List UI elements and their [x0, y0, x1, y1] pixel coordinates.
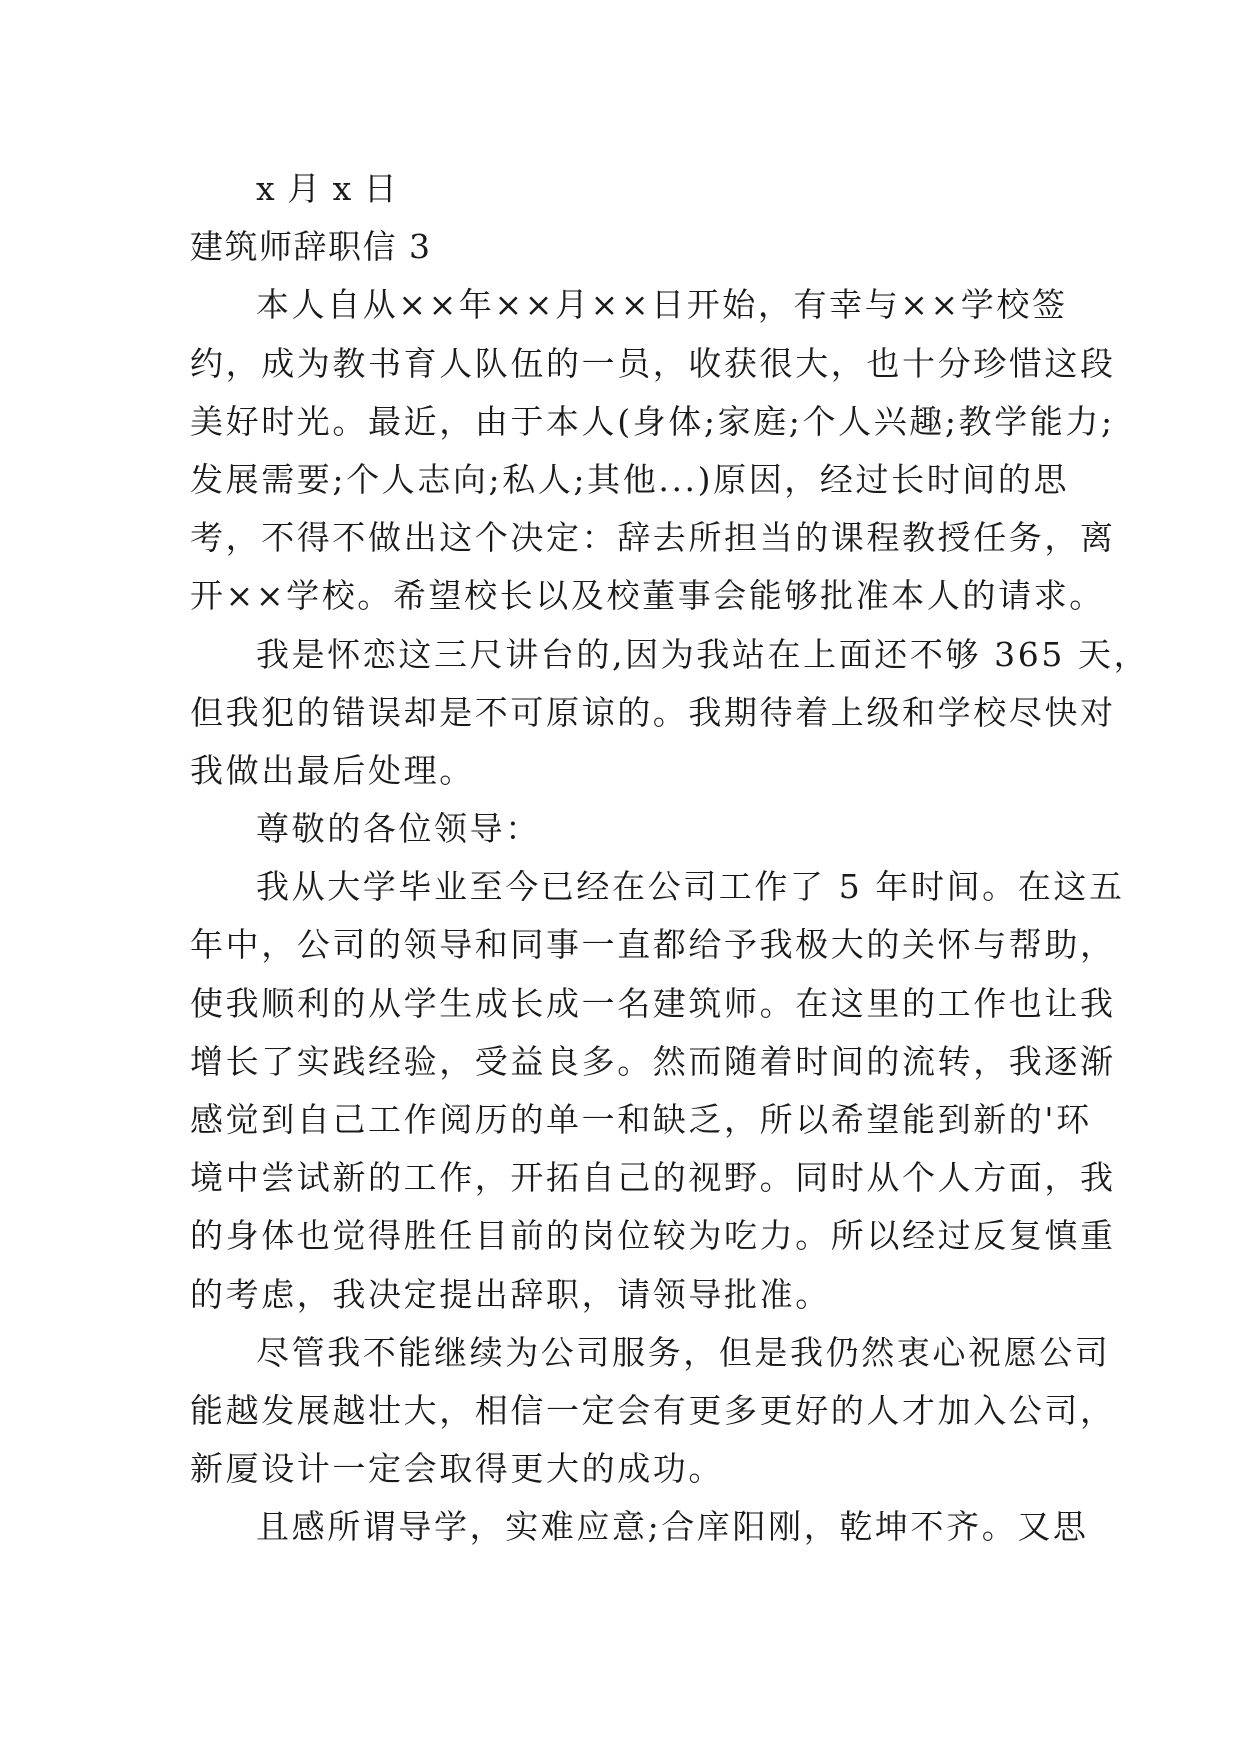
paragraph-line: 美好时光。最近，由于本人(身体;家庭;个人兴趣;教学能力; — [190, 401, 1115, 441]
paragraph-line: 能越发展越壮大，相信一定会有更多更好的人才加入公司， — [190, 1390, 1116, 1430]
paragraph-line: 新厦设计一定会取得更大的成功。 — [190, 1449, 724, 1489]
paragraph-4 — [190, 1324, 1116, 1499]
salutation-line: 尊敬的各位领导： — [256, 809, 541, 849]
paragraph-5 — [190, 1498, 1089, 1556]
paragraph-line: 增长了实践经验，受益良多。然而随着时间的流转，我逐渐 — [190, 1041, 1116, 1081]
paragraph-line: 但我犯的错误却是不可原谅的。我期待着上级和学校尽快对 — [190, 692, 1116, 732]
letter-title: 建筑师辞职信 3 — [190, 227, 432, 267]
paragraph-line: 我是怀恋这三尺讲台的,因为我站在上面还不够 365 天， — [256, 634, 1150, 674]
paragraph-line: 本人自从××年××月××日开始，有幸与××学校签 — [256, 285, 1068, 325]
paragraph-line: 发展需要;个人志向;私人;其他...)原因，经过长时间的思 — [190, 459, 1070, 499]
paragraph-line: 感觉到自己工作阅历的单一和缺乏，所以希望能到新的'环 — [190, 1100, 1092, 1139]
paragraph-line: 境中尝试新的工作，开拓自己的视野。同时从个人方面，我 — [190, 1158, 1116, 1198]
paragraph-line: 的考虑，我决定提出辞职，请领导批准。 — [190, 1274, 831, 1314]
paragraph-line: 考，不得不做出这个决定：辞去所担当的课程教授任务，离 — [190, 518, 1116, 558]
paragraph-1 — [190, 276, 1116, 625]
date-line: x 月 x 日 — [256, 169, 398, 208]
paragraph-3 — [190, 858, 1125, 1324]
paragraph-line: 开××学校。希望校长以及校董事会能够批准本人的请求。 — [190, 576, 1105, 616]
paragraph-line: 我从大学毕业至今已经在公司工作了 5 年时间。在这五 — [256, 867, 1125, 907]
salutation — [190, 800, 1070, 858]
paragraph-line: 使我顺利的从学生成长成一名建筑师。在这里的工作也让我 — [190, 983, 1116, 1023]
paragraph-line: 约，成为教书育人队伍的一员，收获很大，也十分珍惜这段 — [190, 343, 1116, 383]
paragraph-line: 年中，公司的领导和同事一直都给予我极大的关怀与帮助， — [190, 925, 1116, 965]
paragraph-line: 尽管我不能继续为公司服务，但是我仍然衷心祝愿公司 — [256, 1332, 1111, 1372]
document-body — [190, 160, 1150, 1557]
paragraph-line: 的身体也觉得胜任目前的岗位较为吃力。所以经过反复慎重 — [190, 1216, 1116, 1256]
paragraph-line: 我做出最后处理。 — [190, 750, 475, 790]
paragraph-2 — [190, 626, 1150, 801]
paragraph-line: 且感所谓导学，实难应意;合庠阳刚，乾坤不齐。又思 — [256, 1507, 1089, 1547]
